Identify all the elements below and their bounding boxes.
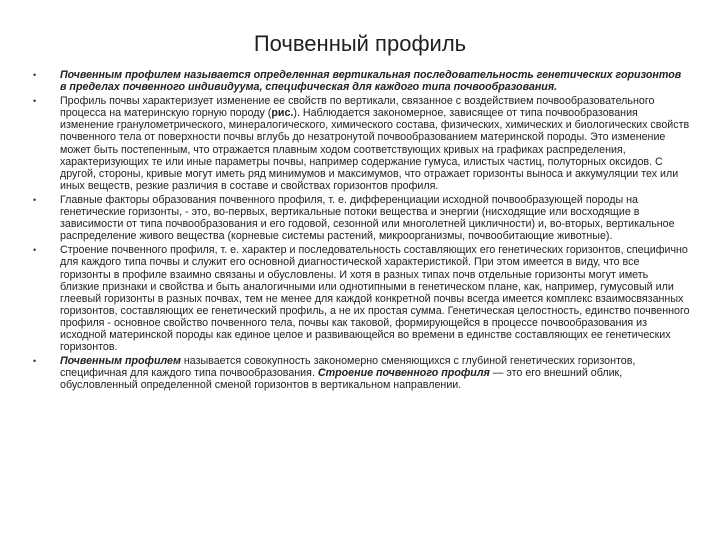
paragraph-text: Профиль почвы характеризует изменение ее свойств по вертикали, связанное с воздействием почвообразовательного процесса на материнскую горную породу ( [60,95,655,120]
list-item [30,355,690,391]
figure-reference: рис. [271,107,294,120]
paragraph-text: Главные факторы образования почвенного профиля, т. е. дифференциации исходной почвообразующей породы на генетические горизонты, - это, во-первых, вертикальные потоки вещества и энергии (нисходящие или восходящие в зависимости от типа почвообразования и его годовой, сезонной или многолетней цикличности) и, во-вторых, вертикальное распределение живого вещества (корневые системы растений, микроорганизмы, почвообитающие животные). [60,193,675,243]
paragraph-text: Строение почвенного профиля, т. е. характер и последовательность составляющих его генетических горизонтов, специфично для каждого типа почвы и служит его основной диагностической характеристикой. При этом имеется в виду, что все горизонты в профиле взаимно связаны и обусловлены. И хотя в разных типах почв отдельные горизонты могут иметь близкие признаки и свойства и быть аналогичными или однотипными в генетическом плане, как, например, гумусовый или глеевый горизонты в разных почвах, тем не менее для каждой конкретной почвы всегда имеется комплекс взаимосвязанных горизонтов, составляющих ее генетический профиль, а не их простая сумма. Генетическая целостность, единство почвенного профиля - основное свойство почвенного тела, почвы как таковой, формирующейся в процессе почвообразования из исходной материнской породы как единое целое и развивающейся во времени в единстве составляющих ее генетических горизонтов. [60,244,690,354]
paragraph-text: — это его внешний облик, обусловленный определенной сменой горизонтов в вертикальном направлении. [60,367,623,392]
paragraph-text: ). Наблюдается закономерное, зависящее от типа почвообразования изменение гранулометрического, минералогического, химического состава, физических, химических и биологических свойств почвенного тела от поверхности почвы вглубь до незатронутой почвообразованием материнской породы. Это изменение может быть постепенным, что отражается плавным ходом соответствующих кривых на графиках распределения, характеризующих те или иные параметры почвы, например содержание гумуса, илистых частиц, полуторных оксидов. С другой, стороны, кривые могут иметь ряд минимумов и максимумов, что отражает горизонты выноса и аккумуляции тех или иных веществ, резкие различия в составе и свойствах горизонтов профиля. [60,107,690,192]
paragraph-definition: Почвенным профилем называется определенная вертикальная последовательность генетических горизонтов в пределах почвенного индивидуума, специфическая для каждого типа почвообразования. [60,69,682,94]
bullet-icon: • [33,245,37,256]
list-item [30,244,690,353]
bullet-list [30,69,690,391]
bullet-icon: • [33,356,37,367]
list-item [30,95,690,192]
slide-title: Почвенный профиль [253,31,467,56]
bullet-icon: • [33,96,37,107]
bullet-icon: • [33,70,37,80]
term-highlight: Почвенным профилем [60,355,181,368]
bullet-icon: • [33,194,37,205]
list-item [30,194,690,242]
term-highlight: Строение почвенного профиля [317,367,490,380]
list-item [30,69,690,93]
paragraph-text: называется совокупность закономерно сменяющихся с глубиной генетических горизонтов, специфичная для каждого типа почвообразования. [60,355,636,380]
